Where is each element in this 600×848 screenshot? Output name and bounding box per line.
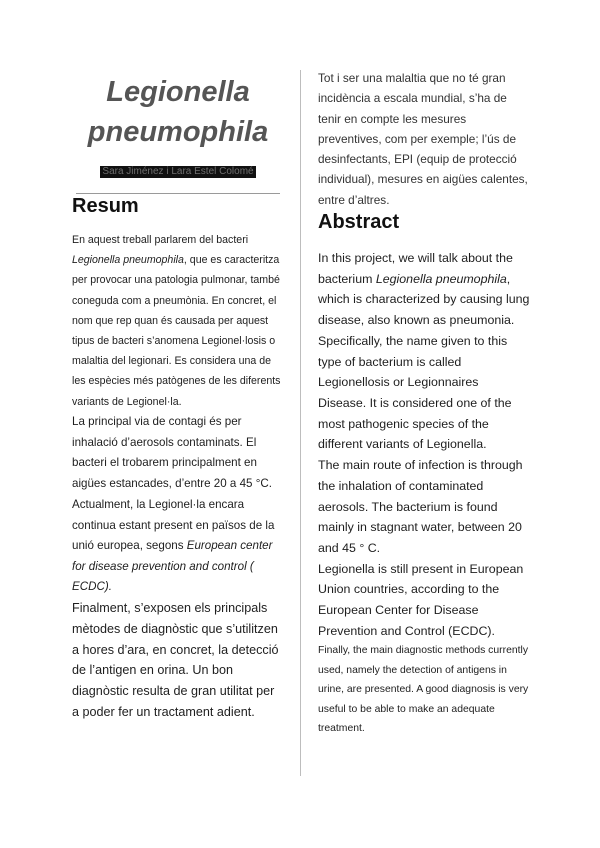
abstract-paragraph-2: The main route of infection is through the inhalation of contaminated aerosols. The bacterium is found mainly in stagnant water, between 20 and 45 ° C. xyxy=(318,458,523,555)
column-divider xyxy=(300,70,301,776)
abstract-paragraph-1 xyxy=(318,248,530,455)
resum-p3-text: Actualment, la Legionel·la encara continua estant present en països de la unió europea, segons xyxy=(72,498,275,553)
resum-species-name: Legionella pneumophila xyxy=(72,254,184,267)
resum-paragraph-3 xyxy=(72,495,284,598)
resum-ecdc-name: European center for disease prevention and control ( ECDC). xyxy=(72,539,273,594)
abstract-p1-text-b: , which is characterized by causing lung disease, also known as pneumonia. Specifically, the name given to this type of bacterium is called Legionellosis or Legionnaires Disease. It is considered one of the most pathogenic species of the different variants of Legionella. xyxy=(318,271,530,452)
abstract-body xyxy=(318,248,530,738)
authors-block xyxy=(72,161,284,179)
title-line-2: pneumophila xyxy=(87,116,269,148)
right-column xyxy=(318,68,530,738)
abstract-heading: Abstract xyxy=(318,211,400,234)
resum-p1-text-a: En aquest treball parlarem del bacteri xyxy=(72,234,249,246)
authors: Sara Jiménez i Lara Estel Colomé xyxy=(102,166,254,177)
resum-heading: Resum xyxy=(72,195,139,217)
resum-paragraph-1 xyxy=(72,230,284,412)
resum-body xyxy=(72,230,284,723)
abstract-paragraph-3: Legionella is still present in European Union countries, according to the European Center for Disease Prevention and Control (ECDC). xyxy=(318,561,524,638)
resum-paragraph-2: La principal via de contagi és per inhalació d’aerosols contaminats. El bacteri el trobarem principalment en aigües estancades, d’entre 20 a 45 °C. xyxy=(72,414,272,491)
resum-p1-text-b: , que es caracteritza per provocar una patologia pulmonar, també coneguda com a pneumònia. En concret, el nom que rep quan és causada per aquest tipus de bacteri s’anomena Legionel·losis o malaltia del legionari. Es considera una de les espècies més patògenes de les diferents variants de Legionel·la. xyxy=(72,254,281,408)
resum-paragraph-4: Finalment, s’exposen els principals mètodes de diagnòstic que s’utilitzen a hores d’ara, en concret, la detecció de l’antigen en orina. Un bon diagnòstic resulta de gran utilitat per a poder fer un tractament adient. xyxy=(72,600,279,719)
document-title xyxy=(72,72,284,152)
abstract-p1-text-a: In this project, we will talk about the bacterium xyxy=(318,251,513,286)
title-line-1: Legionella xyxy=(106,76,250,108)
left-column xyxy=(72,72,284,723)
intro-paragraph: Tot i ser una malaltia que no té gran incidència a escala mundial, s’ha de tenir en compte les mesures preventives, com per exemple; l’ús de desinfectants, EPI (equip de protecció individual), mesures en aigües calentes, entre d’altres. xyxy=(318,71,528,207)
abstract-paragraph-4: Finally, the main diagnostic methods currently used, namely the detection of antigens in urine, are presented. A good diagnosis is very useful to be able to make an adequate treatment. xyxy=(318,645,529,735)
abstract-species-name: Legionella pneumophila xyxy=(375,271,507,286)
